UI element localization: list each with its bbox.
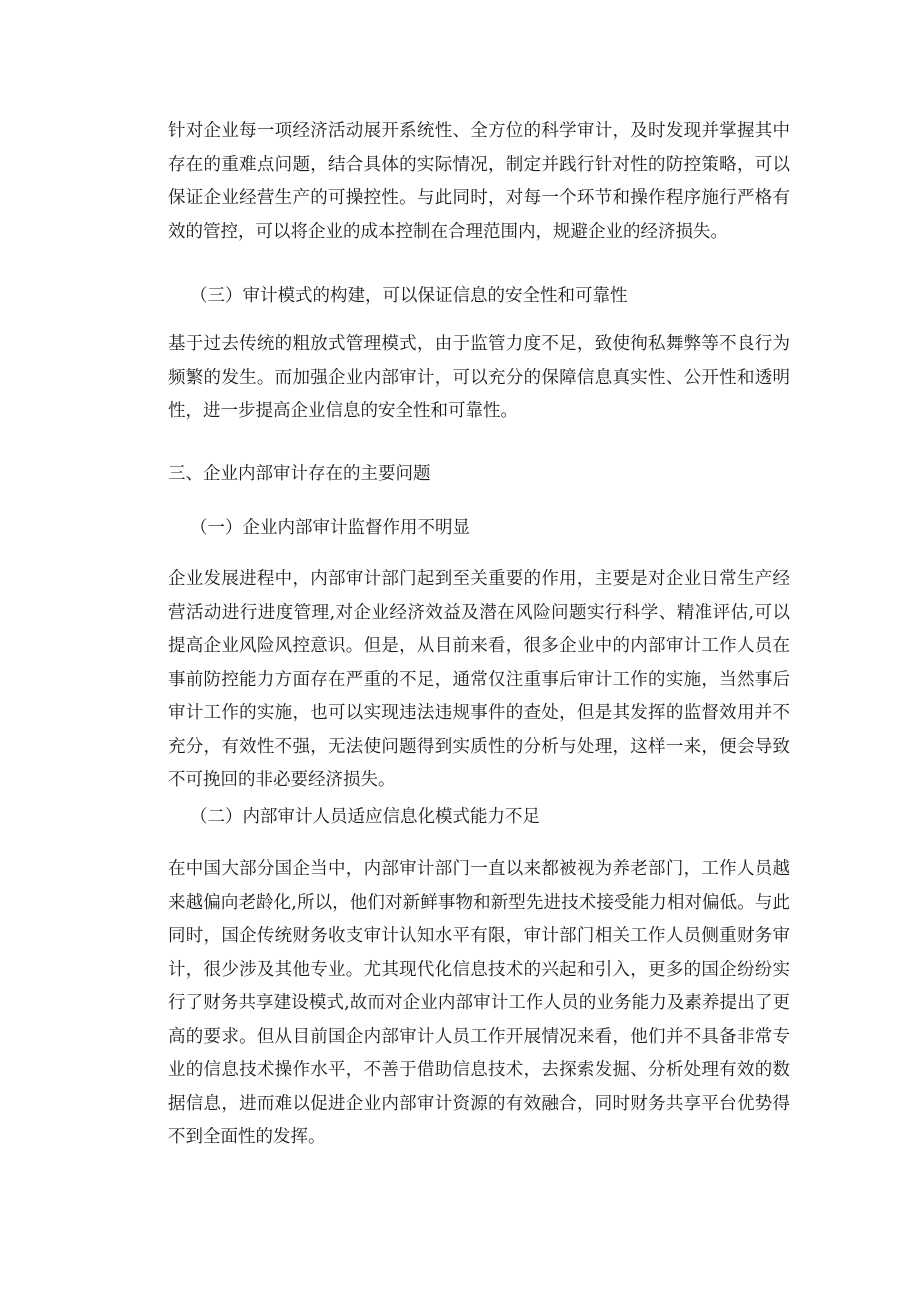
paragraph-cost-control: 针对企业每一项经济活动展开系统性、全方位的科学审计，及时发现并掌握其中存在的重难点问题，结合具体的实际情况，制定并践行针对性的防控策略，可以保证企业经营生产的可操控性。与此同时，对每一个环节和操作程序施行严格有效的管控，可以将企业的成本控制在合理范围内，规避企业的经济损失。 (168, 121, 790, 242)
subheading-audit-model: （三）审计模式的构建，可以保证信息的安全性和可靠性 (190, 286, 628, 306)
paragraph-supervision-role: 企业发展进程中，内部审计部门起到至关重要的作用，主要是对企业日常生产经营活动进行进度管理,对企业经济效益及潜在风险问题实行科学、精准评估,可以提高企业风险风控意识。但是，从目前来看，很多企业中的内部审计工作人员在事前防控能力方面存在严重的不足，通常仅注重事后审计工作的实施，当然事后审计工作的实施，也可以实现违法违规事件的查处，但是其发挥的监督效用并不充分，有效性不强，无法使问题得到实质性的分析与处理，这样一来，便会导致不可挽回的非必要经济损失。 (168, 569, 790, 790)
section-heading-main-problems: 三、企业内部审计存在的主要问题 (168, 464, 431, 484)
subheading-informatization-ability: （二）内部审计人员适应信息化模式能力不足 (190, 807, 540, 827)
paragraph-informatization-ability: 在中国大部分国企当中，内部审计部门一直以来都被视为养老部门，工作人员越来越偏向老龄化,所以，他们对新鲜事物和新型先进技术接受能力相对偏低。与此同时，国企传统财务收支审计认知水平有限，审计部门相关工作人员侧重财务审计，很少涉及其他专业。尤其现代化信息技术的兴起和引入，更多的国企纷纷实行了财务共享建设模式,故而对企业内部审计工作人员的业务能力及素养提出了更高的要求。但从目前国企内部审计人员工作开展情况来看，他们并不具备非常专业的信息技术操作水平，不善于借助信息技术，去探索发掘、分析处理有效的数据信息，进而难以促进企业内部审计资源的有效融合，同时财务共享平台优势得不到全面性的发挥。 (168, 859, 790, 1147)
subheading-supervision-role: （一）企业内部审计监督作用不明显 (190, 518, 470, 538)
paragraph-information-security: 基于过去传统的粗放式管理模式，由于监管力度不足，致使徇私舞弊等不良行为频繁的发生。而加强企业内部审计，可以充分的保障信息真实性、公开性和透明性，进一步提高企业信息的安全性和可靠性。 (168, 334, 790, 421)
